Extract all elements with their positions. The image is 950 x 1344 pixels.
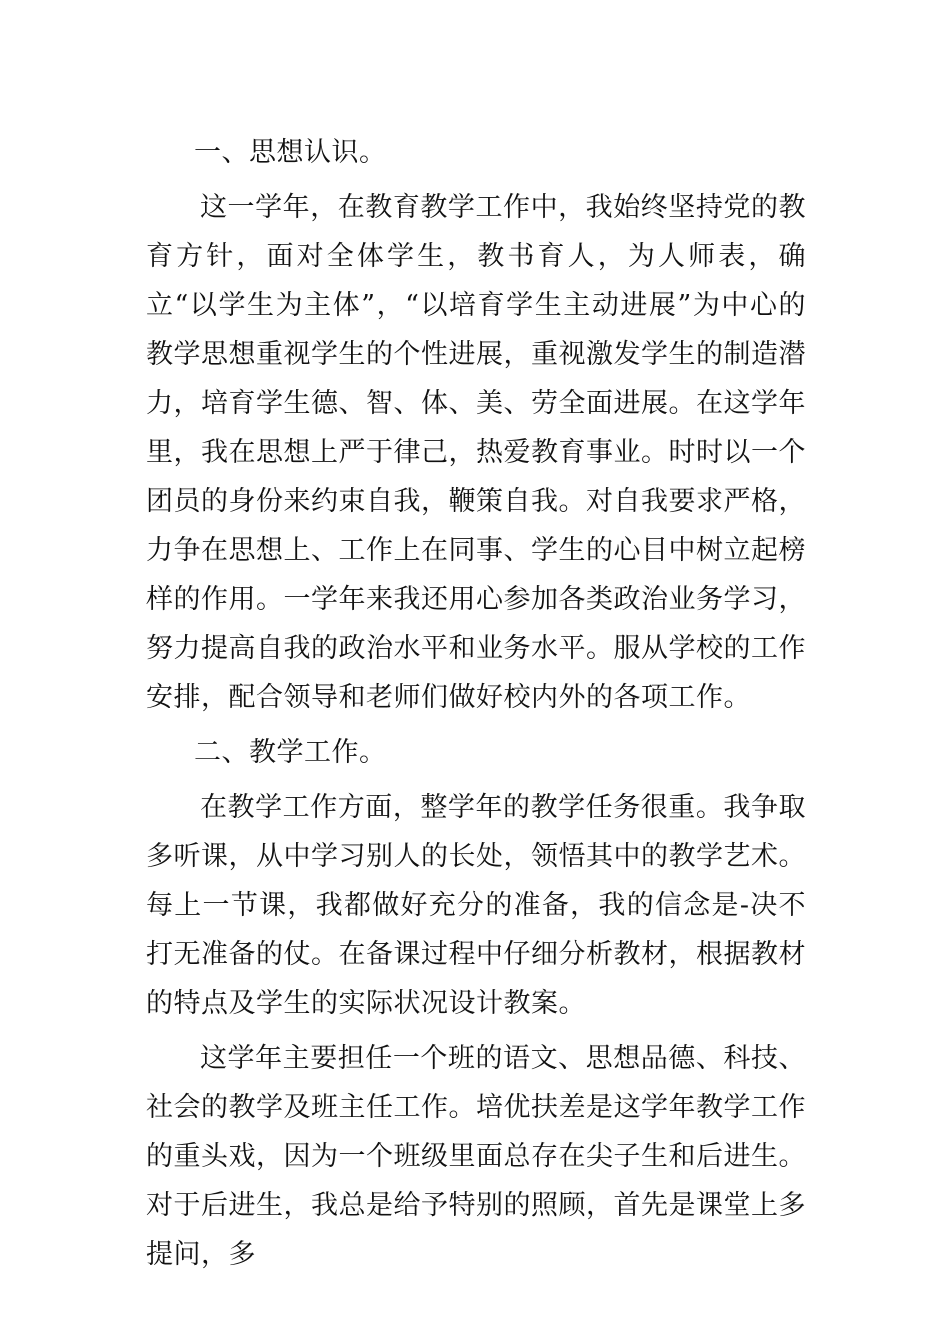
document-body <box>146 128 806 1279</box>
section-heading-teaching: 二、教学工作。 <box>194 737 387 768</box>
paragraph-thought-awareness: 这一学年，在教育教学工作中，我始终坚持党的教育方针，面对全体学生，教书育人，为人师表，确立“以学生为主体”，“以培育学生主动进展”为中心的教学思想重视学生的个性进展，重视激发学生的制造潜力，培育学生德、智、体、美、劳全面进展。在这学年里，我在思想上严于律己，热爱教育事业。时时以一个团员的身份来约束自我，鞭策自我。对自我要求严格，力争在思想上、工作上在同事、学生的心目中树立起榜样的作用。一学年来我还用心参加各类政治业务学习，努力提高自我的政治水平和业务水平。服从学校的工作安排，配合领导和老师们做好校内外的各项工作。 <box>146 192 806 713</box>
section-heading-thought: 一、思想认识。 <box>194 137 387 168</box>
paragraph-class-duties: 这学年主要担任一个班的语文、思想品德、科技、社会的教学及班主任工作。培优扶差是这学年教学工作的重头戏，因为一个班级里面总存在尖子生和后进生。对于后进生，我总是给予特别的照顾，首先是课堂上多提问，多 <box>146 1043 806 1270</box>
paragraph-teaching-work: 在教学工作方面，整学年的教学任务很重。我争取多听课，从中学习别人的长处，领悟其中的教学艺术。每上一节课，我都做好充分的准备，我的信念是-决不打无准备的仗。在备课过程中仔细分析教材，根据教材的特点及学生的实际状况设计教案。 <box>146 792 806 1019</box>
